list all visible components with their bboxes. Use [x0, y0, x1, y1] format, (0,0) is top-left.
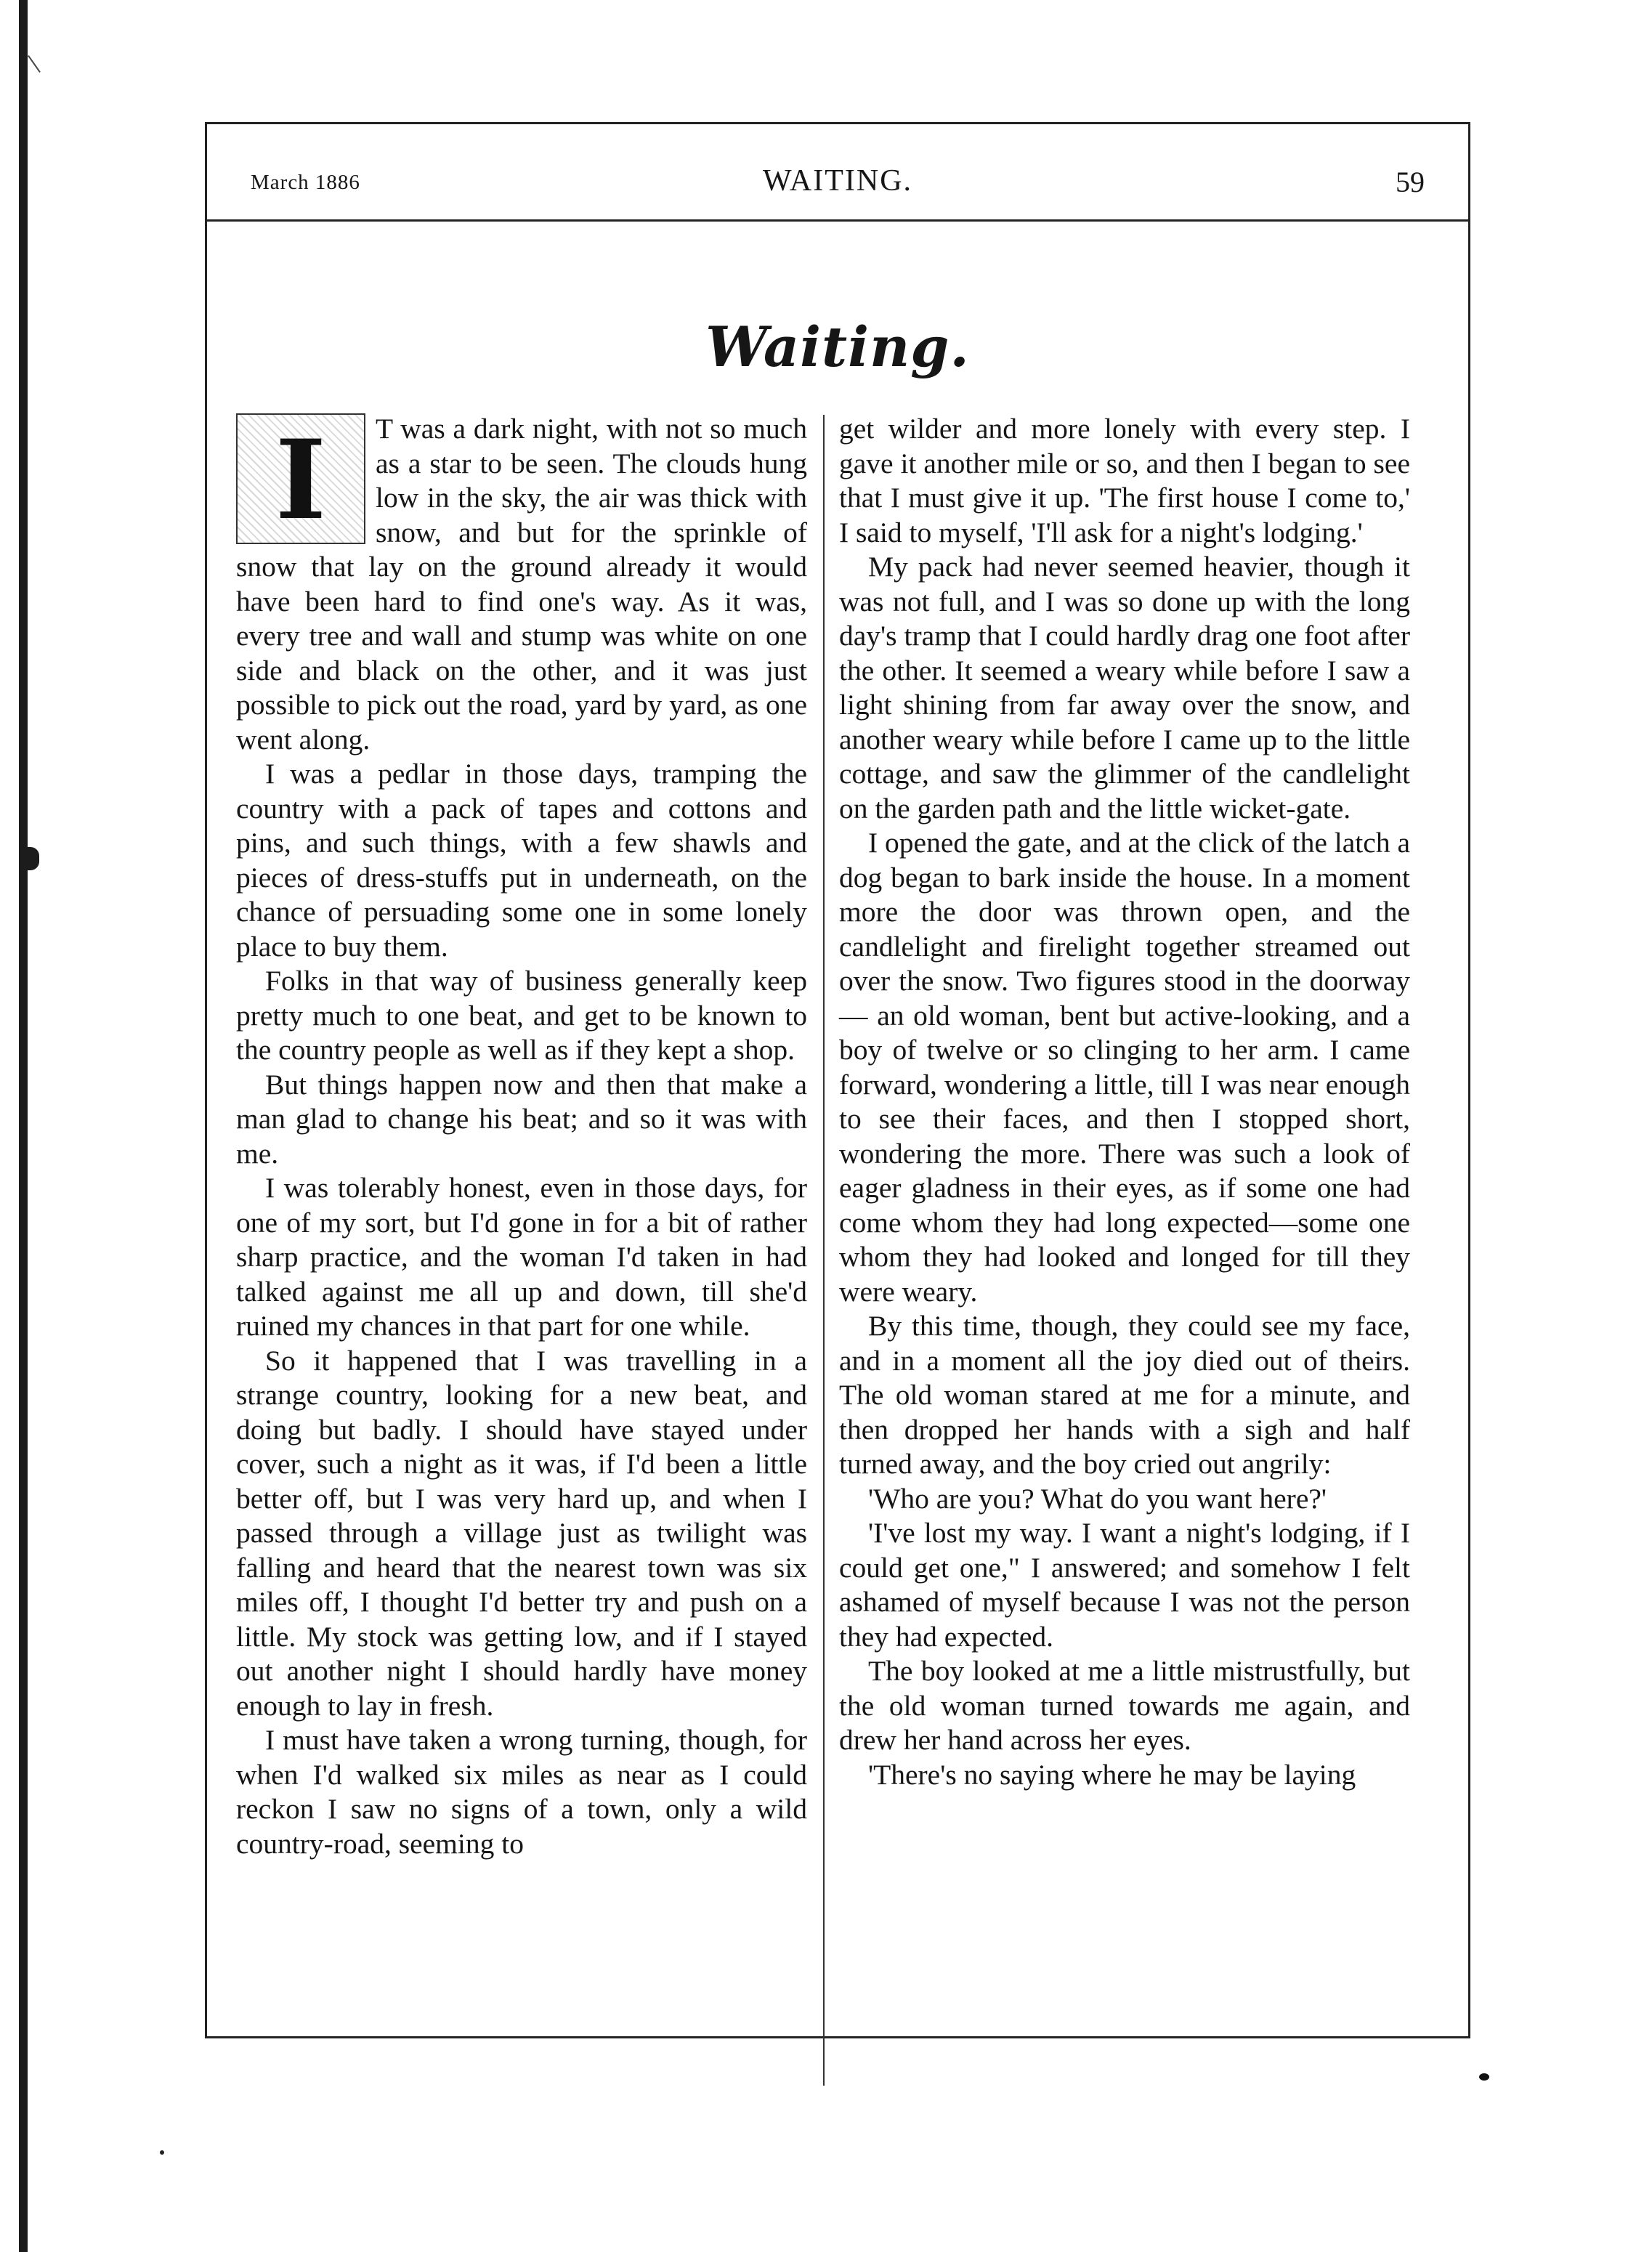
paragraph: By this time, though, they could see my face, and in a moment all the joy died out of theirs. The old woman stared at me for a minute, and then dropped her hands with a sigh and half turned away, and the boy cried out angrily:	[839, 1310, 1410, 1480]
left-column	[236, 412, 807, 1861]
ornamental-drop-cap	[236, 413, 365, 544]
running-head-date: March 1886	[251, 171, 360, 194]
running-head	[207, 124, 1468, 222]
ink-speck	[160, 2150, 164, 2155]
paragraph: The boy looked at me a little mistrustfully, but the old woman turned towards me again, and drew her hand across her eyes.	[839, 1655, 1410, 1756]
paragraph-text: T was a dark night, with not so much as a star to be seen. The clouds hung low in the sky, the air was thick with snow, and but for the sprinkle of snow that lay on the ground already it would have been hard to find one's way. As it was, every tree and wall and stump was white on one side and black on the other, and it was just possible to pick out the road, yard by yard, as one went along.	[236, 413, 807, 756]
paragraph: But things happen now and then that make a man glad to change his beat; and so it was with me.	[236, 1068, 807, 1170]
column-divider	[823, 415, 825, 2086]
binding-edge	[19, 0, 28, 2252]
scan-mark	[28, 55, 41, 73]
paragraph: I was tolerably honest, even in those days, for one of my sort, but I'd gone in for a bit of rather sharp practice, and the woman I'd taken in had talked against me all up and down, till she'd ruined my chances in that part for one while.	[236, 1172, 807, 1342]
ink-speck	[1479, 2073, 1489, 2081]
paragraph: Folks in that way of business generally keep pretty much to one beat, and get to be known to the country people as well as if they kept a shop.	[236, 965, 807, 1066]
article-title: Waiting.	[705, 315, 970, 379]
paragraph: I must have taken a wrong turning, though, for when I'd walked six miles as near as I could reckon I saw no signs of a town, only a wild country-road, seeming to	[236, 1724, 807, 1860]
binding-notch	[22, 847, 39, 870]
drop-cap-letter: I	[275, 416, 327, 544]
paragraph: 'I've lost my way. I want a night's lodging, if I could get one," I answered; and somehow I felt ashamed of myself because I was not the person they had expected.	[839, 1517, 1410, 1653]
page-frame	[205, 122, 1470, 2038]
paragraph	[236, 412, 807, 757]
paragraph: I was a pedlar in those days, tramping the country with a pack of tapes and cottons and pins, and such things, with a few shawls and pieces of dress-stuffs put in underneath, on the chance of persuading some one in some lonely place to buy them.	[236, 758, 807, 963]
paragraph: get wilder and more lonely with every step. I gave it another mile or so, and then I began to see that I must give it up. 'The first house I come to,' I said to myself, 'I'll ask for a night's lodging.'	[839, 413, 1410, 548]
right-column	[839, 412, 1410, 1792]
paragraph: So it happened that I was travelling in a strange country, looking for a new beat, and doing but badly. I should have stayed under cover, such a night as it was, if I'd been a little better off, but I was very hard up, and when I passed through a village just as twilight was falling and heard that the nearest town was six miles off, I thought I'd better try and push on a little. My stock was getting low, and if I stayed out another night I should hardly have money enough to lay in fresh.	[236, 1344, 807, 1722]
paragraph: 'There's no saying where he may be laying	[868, 1758, 1356, 1791]
paragraph: I opened the gate, and at the click of the latch a dog began to bark inside the house. In a moment more the door was thrown open, and the candlelight and firelight together streamed out over the snow. Two figures stood in the doorway — an old woman, bent but active-looking, and a boy of twelve or so clinging to her arm. I came forward, wondering a little, till I was near enough to see their faces, and then I stopped short, wondering the more. There was such a look of eager gladness in their eyes, as if some one had come whom they had long expected—some one whom they had looked and longed for till they were weary.	[839, 827, 1410, 1308]
running-head-title: WAITING.	[762, 164, 913, 198]
paragraph: My pack had never seemed heavier, though it was not full, and I was so done up with the long day's tramp that I could hardly drag one foot after the other. It seemed a weary while before I saw a light shining from far away over the snow, and another weary while before I came up to the little cottage, and saw the glimmer of the candlelight on the garden path and the little wicket-gate.	[839, 551, 1410, 825]
page-number: 59	[1396, 166, 1425, 198]
paragraph: 'Who are you? What do you want here?'	[868, 1482, 1327, 1515]
